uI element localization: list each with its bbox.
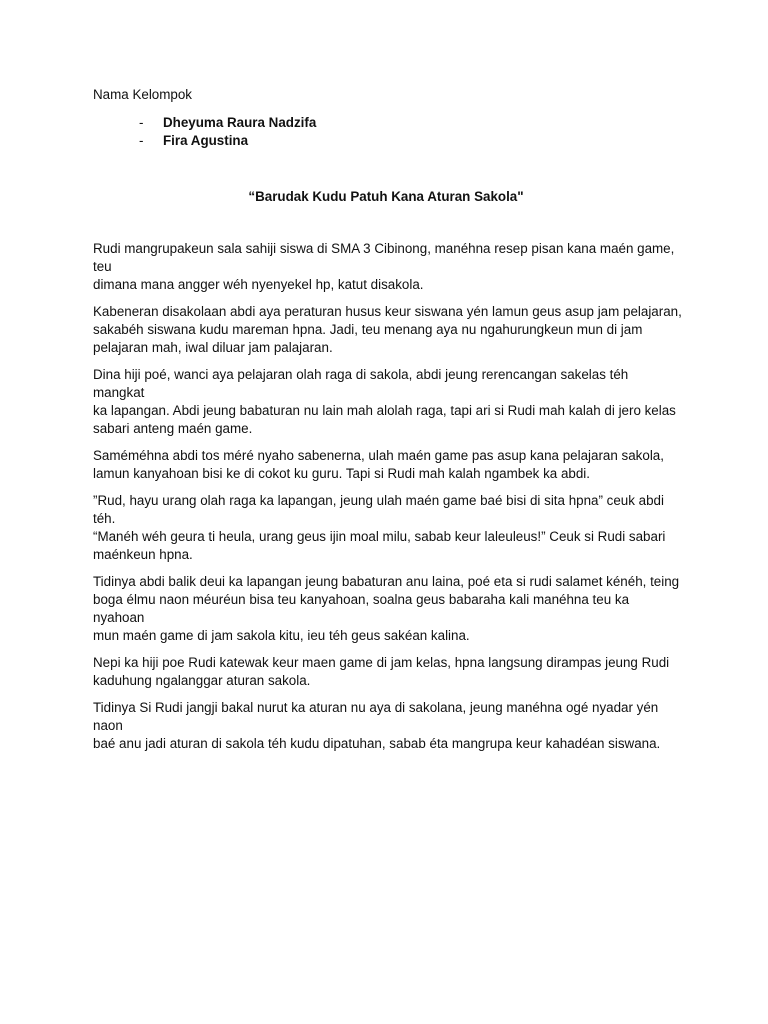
paragraph-line: maénkeun hpna. (93, 547, 193, 562)
paragraph-line: sabari anteng maén game. (93, 421, 253, 436)
paragraph-line: baé anu jadi aturan di sakola téh kudu dipatuhan, sabab éta mangrupa keur kahadéan siswana. (93, 736, 661, 751)
paragraph-line: ka lapangan. Abdi jeung babaturan nu lain mah alolah raga, tapi ari si Rudi mah kalah di jero kelas (93, 403, 676, 418)
member-list (93, 114, 683, 150)
paragraph-line: Dina hiji poé, wanci aya pelajaran olah raga di sakola, abdi jeung rerencangan sakelas téh mangkat (93, 367, 629, 400)
paragraph-line: Tidinya abdi balik deui ka lapangan jeung babaturan anu laina, poé eta si rudi salamet kénéh, teing (93, 574, 680, 589)
paragraph-line: Tidinya Si Rudi jangji bakal nurut ka aturan nu aya di sakolana, jeung manéhna ogé nyadar yén naon (93, 700, 659, 733)
paragraph-line: Saméméhna abdi tos méré nyaho sabenerna, ulah maén game pas asup kana pelajaran sakola, (93, 448, 664, 463)
story-body (93, 240, 683, 753)
member-name: Fira Agustina (163, 133, 249, 148)
paragraph-line: kaduhung ngalanggar aturan sakola. (93, 673, 311, 688)
story-title: “Barudak Kudu Patuh Kana Aturan Sakola" (248, 189, 524, 204)
member-item (93, 132, 683, 150)
paragraph-line: Kabeneran disakolaan abdi aya peraturan husus keur siswana yén lamun geus asup jam pelajaran, (93, 304, 682, 319)
document-content (93, 86, 683, 762)
story-paragraph (93, 492, 683, 564)
paragraph-line: “Manéh wéh geura ti heula, urang geus ijin moal milu, sabab keur laleuleus!” Ceuk si Rudi sabari (93, 529, 666, 544)
story-paragraph (93, 303, 683, 357)
member-item (93, 114, 683, 132)
paragraph-line: Nepi ka hiji poe Rudi katewak keur maen game di jam kelas, hpna langsung dirampas jeung Rudi (93, 655, 670, 670)
story-paragraph (93, 654, 683, 690)
paragraph-line: dimana mana angger wéh nyenyekel hp, katut disakola. (93, 277, 424, 292)
paragraph-line: pelajaran mah, iwal diluar jam palajaran. (93, 340, 333, 355)
paragraph-line: boga élmu naon méuréun bisa teu kanyahoan, soalna geus babaraha kali manéhna teu ka nyahoan (93, 592, 630, 625)
story-paragraph (93, 447, 683, 483)
list-dash: - (139, 133, 144, 148)
member-name: Dheyuma Raura Nadzifa (163, 115, 317, 130)
paragraph-line: mun maén game di jam sakola kitu, ieu téh geus sakéan kalina. (93, 628, 470, 643)
story-paragraph (93, 699, 683, 753)
story-paragraph (93, 573, 683, 645)
paragraph-line: Rudi mangrupakeun sala sahiji siswa di SMA 3 Cibinong, manéhna resep pisan kana maén game, teu (93, 241, 675, 274)
paragraph-line: ”Rud, hayu urang olah raga ka lapangan, jeung ulah maén game baé bisi di sita hpna” ceuk abdi téh. (93, 493, 664, 526)
paragraph-line: sakabéh siswana kudu mareman hpna. Jadi, teu menang aya nu ngahurungkeun mun di jam (93, 322, 643, 337)
story-paragraph (93, 366, 683, 438)
story-paragraph (93, 240, 683, 294)
group-label: Nama Kelompok (93, 87, 192, 102)
list-dash: - (139, 115, 144, 130)
paragraph-line: lamun kanyahoan bisi ke di cokot ku guru. Tapi si Rudi mah kalah ngambek ka abdi. (93, 466, 590, 481)
